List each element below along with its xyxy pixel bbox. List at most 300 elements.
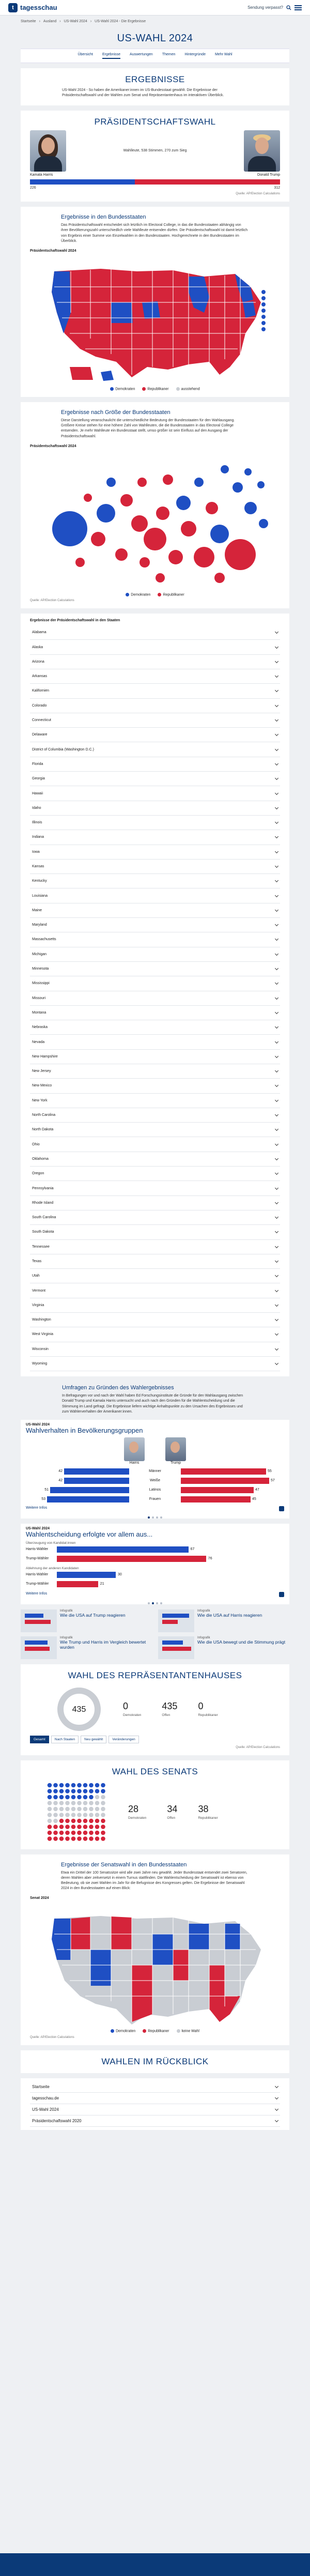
teaser-image xyxy=(158,1636,194,1659)
senate-seat xyxy=(59,1789,64,1793)
senate-seat xyxy=(95,1806,100,1811)
state-name: Minnesota xyxy=(32,967,49,971)
state-bubble[interactable] xyxy=(156,573,165,582)
chevron-down-icon xyxy=(275,1274,278,1277)
teaser-title[interactable]: Wie die USA bewegt und die Stimmung prägt xyxy=(197,1639,286,1645)
senate-seat xyxy=(71,1783,76,1787)
senate-seat xyxy=(65,1789,70,1793)
state-accordion-row[interactable] xyxy=(30,1064,280,1079)
senate-seat xyxy=(95,1795,100,1799)
slider2-group2: Ablehnung der anderen Kandidaten xyxy=(26,1566,79,1570)
state-accordion-row[interactable] xyxy=(30,1210,280,1225)
teaser-item[interactable]: Infografik Wie die USA auf Harris reagieren xyxy=(158,1609,289,1632)
state-name: Washington xyxy=(32,1318,51,1322)
reason-bar xyxy=(57,1581,98,1587)
senate-seat xyxy=(65,1806,70,1811)
state-accordion-row[interactable] xyxy=(30,1181,280,1195)
senate-seat xyxy=(95,1836,100,1841)
senate-seat xyxy=(48,1813,52,1817)
chevron-down-icon xyxy=(275,1054,278,1058)
top-bar xyxy=(0,0,310,16)
teaser-title[interactable]: Wie Trump und Harris im Vergleich bewertet wurden xyxy=(60,1639,146,1650)
state-accordion-row[interactable] xyxy=(30,1342,280,1357)
chevron-down-icon xyxy=(275,1040,278,1044)
senate-seat xyxy=(71,1813,76,1817)
source-note: Quelle: AP/Election Calculations xyxy=(236,1745,280,1749)
state-name: Oregon xyxy=(32,1172,44,1176)
state-accordion-row[interactable] xyxy=(30,932,280,947)
slider1-link[interactable]: Weitere Infos xyxy=(26,1506,48,1510)
state-name: Missouri xyxy=(32,996,46,1000)
teaser-item[interactable]: Infografik Wie Trump und Harris im Vergleich bewertet wurden xyxy=(21,1636,152,1659)
state-accordion-row[interactable] xyxy=(30,1196,280,1210)
subnav-item[interactable]: Themen xyxy=(162,53,176,56)
slider2-link[interactable]: Weitere Infos xyxy=(26,1591,48,1596)
state-accordion-row[interactable] xyxy=(30,684,280,698)
haus-card xyxy=(21,1664,289,1755)
subnav-item[interactable]: Mehr Wahl xyxy=(214,53,233,56)
state-accordion-row[interactable] xyxy=(30,845,280,860)
state-name: Rhode Island xyxy=(32,1201,54,1205)
state-bubble[interactable] xyxy=(176,496,191,510)
chevron-down-icon xyxy=(275,1113,278,1116)
legend-rep: Republikaner xyxy=(143,2029,169,2033)
senate-seat xyxy=(48,1824,52,1829)
map-legend xyxy=(30,387,280,391)
chevron-down-icon xyxy=(275,1245,278,1248)
senate-seat xyxy=(101,1813,105,1817)
praesident-title: PRÄSIDENTSCHAFTSWAHL xyxy=(94,117,216,127)
chevron-down-icon xyxy=(275,923,278,926)
group-label: Frauen xyxy=(149,1497,161,1501)
chevron-down-icon xyxy=(275,1347,278,1351)
harris-value: 51 xyxy=(44,1488,49,1492)
teaser-item[interactable]: Infografik Wie die USA auf Trump reagieren xyxy=(21,1609,152,1632)
logo-icon: t xyxy=(8,3,18,12)
chevron-down-icon xyxy=(275,1069,278,1072)
senate-seat xyxy=(95,1783,100,1787)
state-name: Maryland xyxy=(32,923,47,927)
senat-map-text: Etwa ein Drittel der 100 Senatssitze wird alle zwei Jahre neu gewählt. Jeder Bundesstaat entsendet zwei Senatoren, deren Wahlen aber zeitversetzt in einem Turnus stattfinden. Die Wahlentscheidung der Senatswahl ist ebenso von Bedeutung, ob sie zwei Wahlen im Jahr für die Befugnisse des Kongresses gelten. Die Ergebnisse der Senatswahl 2024 in den Bundesstaaten auf einen Blick: xyxy=(61,1870,247,1891)
teaser-item[interactable]: Infografik Wie die USA bewegt und die Stimmung prägt xyxy=(158,1636,289,1659)
state-accordion-row[interactable] xyxy=(30,860,280,874)
umfragen-block xyxy=(0,1382,310,1415)
senate-seat xyxy=(77,1836,82,1841)
tab-staaten[interactable]: Nach Staaten xyxy=(51,1736,79,1743)
state-bubble[interactable] xyxy=(115,548,128,561)
chevron-down-icon xyxy=(275,1215,278,1219)
breadcrumb-item[interactable]: Startseite xyxy=(21,20,36,23)
state-name: South Dakota xyxy=(32,1230,54,1234)
state-accordion-row[interactable] xyxy=(30,1327,280,1342)
state-name: Kalifornien xyxy=(32,689,50,693)
chevron-down-icon xyxy=(275,630,278,634)
state-accordion-row[interactable] xyxy=(30,1108,280,1123)
senate-dem-count: 28 Demokraten xyxy=(128,1804,147,1820)
chevron-down-icon xyxy=(275,1142,278,1146)
senate-seat xyxy=(59,1795,64,1799)
trump-value: 57 xyxy=(271,1479,275,1483)
state-accordion-row[interactable] xyxy=(30,801,280,816)
state-accordion-row[interactable] xyxy=(30,1167,280,1181)
harris-bar xyxy=(50,1487,129,1493)
senate-seat xyxy=(101,1783,105,1787)
state-accordion-row[interactable] xyxy=(30,991,280,1006)
state-accordion-row[interactable] xyxy=(30,1079,280,1093)
chevron-down-icon xyxy=(275,1171,278,1175)
state-accordion-row[interactable] xyxy=(30,786,280,801)
slider-dots[interactable] xyxy=(21,1516,289,1519)
umfragen-text: In Befragungen vor und nach der Wahl haben Ed Forschungsinstitute die Gründe für den Wahlausgang zwischen Donald Trump und Kamala Harris untersucht und auch nach den Gründen für die Wahlentscheidung und die Stimmung im Land gefragt. Die Ergebnisse liefern wichtige Anhaltspunkte zu den Ursachen des Ergebnisses und zum Wählerverhalten der Amerikaner:innen. xyxy=(62,1394,243,1414)
state-bubble[interactable] xyxy=(131,515,148,532)
slider2-title: Wahlentscheidung erfolgte vor allem aus... xyxy=(26,1530,153,1538)
state-name: Massachusetts xyxy=(32,938,56,942)
state-name: Wyoming xyxy=(32,1362,48,1366)
house-open-count: 435 Offen xyxy=(162,1701,178,1718)
group-bar-row xyxy=(26,1485,284,1495)
bubble-card xyxy=(21,402,289,608)
state-accordion-row[interactable] xyxy=(30,669,280,684)
source-note: Quelle: AP/Election Calculations xyxy=(30,2035,74,2039)
state-bubble[interactable] xyxy=(156,507,169,520)
senate-seat xyxy=(101,1795,105,1799)
breadcrumb: Startseite › Ausland › US-Wahl 2024 › US-Wahl 2024 - Die Ergebnisse xyxy=(21,20,146,23)
senate-seat xyxy=(95,1801,100,1805)
state-bubble[interactable] xyxy=(144,528,166,550)
harris-value: 42 xyxy=(58,1479,63,1483)
senate-seat xyxy=(65,1813,70,1817)
teaser-title[interactable]: Wie die USA auf Trump reagieren xyxy=(60,1612,126,1618)
state-bubble[interactable] xyxy=(259,519,268,528)
senate-seat xyxy=(53,1783,58,1787)
chevron-down-icon xyxy=(275,1186,278,1189)
chevron-down-icon xyxy=(275,1361,278,1365)
bubble-chart[interactable] xyxy=(34,451,276,591)
state-name: Iowa xyxy=(32,850,40,854)
reason-bar-row xyxy=(26,1580,284,1589)
state-name: Idaho xyxy=(32,806,41,810)
slider2-group1: Überzeugung von Kandidat:innen xyxy=(26,1541,76,1545)
state-accordion-row[interactable] xyxy=(30,1094,280,1108)
states-title: Ergebnisse der Präsidentschaftswahl in den Staaten xyxy=(30,619,120,623)
trump-bar xyxy=(181,1468,266,1475)
state-bubble[interactable] xyxy=(206,502,218,514)
state-accordion-row[interactable] xyxy=(30,1283,280,1298)
state-accordion-row[interactable] xyxy=(30,757,280,772)
state-bubble[interactable] xyxy=(225,539,256,570)
senate-seat xyxy=(95,1824,100,1829)
state-accordion-row[interactable] xyxy=(30,1020,280,1035)
state-accordion-row[interactable] xyxy=(30,1123,280,1137)
share-icon[interactable] xyxy=(279,1592,284,1597)
house-donut[interactable] xyxy=(56,1686,102,1732)
tab-veraenderungen[interactable]: Veränderungen xyxy=(109,1736,138,1743)
senate-seat xyxy=(48,1783,52,1787)
chevron-down-icon xyxy=(275,1259,278,1263)
state-name: Colorado xyxy=(32,703,47,708)
subnav-item[interactable]: Hintergründe xyxy=(184,53,206,56)
state-bubble[interactable] xyxy=(52,511,87,546)
trump-value: 47 xyxy=(255,1488,259,1492)
praesident-sub: Wahlleute, 538 Stimmen, 270 zum Sieg xyxy=(123,149,187,153)
senate-seat xyxy=(101,1836,105,1841)
state-accordion-row[interactable] xyxy=(30,728,280,742)
state-accordion-row[interactable] xyxy=(30,772,280,786)
senate-seat xyxy=(77,1806,82,1811)
state-bubble[interactable] xyxy=(75,558,85,567)
state-accordion-row[interactable] xyxy=(30,1050,280,1064)
state-name: New Jersey xyxy=(32,1069,51,1074)
trump-bar xyxy=(181,1487,254,1493)
us-senate-map[interactable] xyxy=(34,1903,276,2027)
page-title: US-WAHL 2024 xyxy=(117,33,193,44)
tab-neu[interactable]: Neu gewählt xyxy=(81,1736,106,1743)
state-bubble[interactable] xyxy=(140,557,150,568)
source-note: Quelle: AP/Election Calculations xyxy=(236,192,280,196)
slider-wahlverhalten xyxy=(21,1420,289,1519)
subnav-item-active[interactable]: Ergebnisse xyxy=(102,53,120,59)
state-bubble[interactable] xyxy=(244,502,257,514)
state-accordion-row[interactable] xyxy=(30,625,280,640)
senate-seat xyxy=(89,1806,94,1811)
chevron-down-icon xyxy=(275,952,278,956)
chevron-down-icon xyxy=(275,1332,278,1336)
state-accordion-row[interactable] xyxy=(30,1152,280,1167)
state-accordion-row[interactable] xyxy=(30,888,280,903)
legend-dem: Demokraten xyxy=(126,593,150,596)
state-accordion-row[interactable] xyxy=(30,816,280,830)
trump-photo xyxy=(165,1437,186,1461)
state-name: Michigan xyxy=(32,952,47,956)
state-name: Indiana xyxy=(32,835,44,839)
senate-seat xyxy=(59,1806,64,1811)
slider-wahlentscheidung xyxy=(21,1524,289,1604)
senate-seat xyxy=(83,1795,88,1799)
state-bubble[interactable] xyxy=(91,532,105,546)
senate-seat xyxy=(89,1795,94,1799)
source-note: Quelle: AP/Election Calculations xyxy=(30,599,74,603)
chevron-down-icon xyxy=(275,1098,278,1102)
umfragen-heading: Umfragen zu Gründen des Wahlergebnisses xyxy=(62,1385,174,1391)
state-accordion-row[interactable] xyxy=(30,976,280,991)
subnav-item[interactable]: Auswertungen xyxy=(130,53,153,56)
senate-seat xyxy=(95,1789,100,1793)
state-bubble[interactable] xyxy=(168,550,183,564)
senate-seat xyxy=(89,1801,94,1805)
slider-dots[interactable] xyxy=(21,1602,289,1604)
chevron-down-icon xyxy=(275,864,278,868)
state-accordion-row[interactable] xyxy=(30,1254,280,1269)
state-name: Arkansas xyxy=(32,674,48,679)
house-dem-count: 0 Demokraten xyxy=(123,1701,142,1718)
trump-photo xyxy=(244,130,280,172)
state-name: Kentucky xyxy=(32,879,47,883)
state-accordion-row[interactable] xyxy=(30,655,280,669)
state-accordion-row[interactable] xyxy=(30,1240,280,1254)
state-accordion-row[interactable] xyxy=(30,947,280,962)
reason-bar xyxy=(57,1556,206,1562)
list-item[interactable]: US-Wahl 2024 xyxy=(30,2104,280,2115)
state-name: Alaska xyxy=(32,645,43,649)
svg-text:435: 435 xyxy=(72,1705,86,1714)
trump-value: 55 xyxy=(268,1469,272,1474)
logo[interactable] xyxy=(8,3,57,12)
group-bar-row xyxy=(26,1495,284,1504)
harris-bar xyxy=(64,1478,129,1484)
state-accordion-row[interactable] xyxy=(30,1225,280,1239)
chevron-down-icon xyxy=(275,850,278,853)
rueckblick-title: WAHLEN IM RÜCKBLICK xyxy=(101,2056,209,2066)
senate-seat-numbers xyxy=(128,1804,218,1820)
chevron-down-icon xyxy=(275,894,278,897)
state-bubble[interactable] xyxy=(244,468,252,476)
senat-map-heading: Ergebnisse der Senatswahl in den Bundesstaaten xyxy=(61,1861,187,1868)
state-name: North Carolina xyxy=(32,1113,56,1117)
list-item[interactable]: Präsidentschaftswahl 2020 xyxy=(30,2115,280,2127)
state-accordion-row[interactable] xyxy=(30,1006,280,1020)
state-accordion-row[interactable] xyxy=(30,918,280,932)
state-name: Georgia xyxy=(32,777,45,781)
state-name: Delaware xyxy=(32,733,48,737)
teaser-grid xyxy=(21,1609,289,1659)
reason-bar-row xyxy=(26,1545,284,1554)
state-bubble[interactable] xyxy=(194,547,214,568)
state-bubble[interactable] xyxy=(84,494,92,502)
senate-seat xyxy=(53,1795,58,1799)
state-accordion-row[interactable] xyxy=(30,1269,280,1283)
breadcrumb-item[interactable]: Ausland xyxy=(43,20,57,23)
senate-seat xyxy=(83,1813,88,1817)
senat-map-card xyxy=(21,1854,289,2045)
senate-seat xyxy=(48,1830,52,1835)
state-name: Vermont xyxy=(32,1289,46,1293)
footer xyxy=(0,2553,310,2576)
trump-name: Trump xyxy=(171,1461,181,1465)
state-accordion-row[interactable] xyxy=(30,699,280,713)
senate-seat xyxy=(89,1836,94,1841)
state-bubble[interactable] xyxy=(163,474,173,485)
slider1-kicker: US-Wahl 2024 xyxy=(26,1422,50,1427)
states-card xyxy=(21,614,289,1376)
subnav xyxy=(21,49,289,63)
teaser-image xyxy=(21,1609,57,1632)
state-bubble[interactable] xyxy=(106,478,116,487)
senate-seat xyxy=(71,1836,76,1841)
chevron-down-icon xyxy=(275,1010,278,1014)
state-accordion-row[interactable] xyxy=(30,1035,280,1049)
state-name: South Carolina xyxy=(32,1216,56,1220)
state-bubble[interactable] xyxy=(120,494,133,507)
chevron-down-icon xyxy=(275,674,278,678)
chevron-down-icon xyxy=(275,2084,278,2088)
list-item[interactable]: tagesschau.de xyxy=(30,2093,280,2104)
map-text: Das Präsidentschaftswahl entscheidet sich letztlich im Electoral College, in das die Bundesstaaten abhängig von ihrer Bevölkerungszahl unterschiedlich viele Wahlleute entsenden dürfen. Die Präsidentschaftswahl ist damit letztlich von Ergebnis einer Summe von Einzelwahlen in den Bundesstaaten. Hochgerechnete in den Bundesstaaten im Überblick. xyxy=(61,223,248,243)
subnav-item[interactable]: Übersicht xyxy=(78,53,94,56)
state-name: Florida xyxy=(32,762,43,766)
state-accordion-row[interactable] xyxy=(30,830,280,845)
state-accordion-row[interactable] xyxy=(30,742,280,757)
teaser-title[interactable]: Wie die USA auf Harris reagieren xyxy=(197,1612,262,1618)
state-name: Hawaii xyxy=(32,791,43,795)
senate-seat xyxy=(65,1836,70,1841)
state-accordion-row[interactable] xyxy=(30,903,280,918)
state-accordion-row[interactable] xyxy=(30,874,280,888)
tab-gesamt[interactable]: Gesamt xyxy=(30,1736,49,1743)
senate-seat xyxy=(83,1801,88,1805)
senate-seat xyxy=(65,1824,70,1829)
state-accordion-row[interactable] xyxy=(30,1137,280,1152)
senate-seat xyxy=(77,1789,82,1793)
harris-value: 42 xyxy=(58,1469,63,1474)
group-label: Männer xyxy=(149,1469,161,1474)
state-bubble[interactable] xyxy=(194,478,204,487)
state-bubble[interactable] xyxy=(221,465,229,473)
senate-seat xyxy=(65,1783,70,1787)
state-bubble[interactable] xyxy=(210,525,229,543)
share-icon[interactable] xyxy=(279,1506,284,1511)
search-icon[interactable] xyxy=(286,5,291,10)
us-results-map[interactable] xyxy=(34,256,276,385)
senate-seat xyxy=(71,1824,76,1829)
state-accordion-row[interactable] xyxy=(30,962,280,976)
reason-value: 21 xyxy=(100,1582,104,1586)
senate-seat xyxy=(89,1818,94,1823)
list-item[interactable]: Startseite xyxy=(30,2081,280,2093)
chevron-down-icon xyxy=(275,776,278,780)
state-accordion-row[interactable] xyxy=(30,1313,280,1327)
small-state-markers xyxy=(261,290,266,331)
state-name: New Mexico xyxy=(32,1084,52,1088)
state-bubble[interactable] xyxy=(214,573,225,583)
state-accordion-row[interactable] xyxy=(30,713,280,728)
senate-seat xyxy=(59,1801,64,1805)
state-bubble[interactable] xyxy=(257,481,265,488)
senate-seat xyxy=(71,1830,76,1835)
state-name: North Dakota xyxy=(32,1128,54,1132)
state-bubble[interactable] xyxy=(97,504,115,523)
senate-seat xyxy=(71,1801,76,1805)
state-accordion-row[interactable] xyxy=(30,1298,280,1313)
senate-seat xyxy=(101,1824,105,1829)
state-bubble[interactable] xyxy=(181,521,196,536)
state-name: Montana xyxy=(32,1010,47,1015)
senate-seat-grid[interactable] xyxy=(45,1781,107,1843)
harris-electors: 226 xyxy=(30,186,36,190)
state-name: Utah xyxy=(32,1274,40,1278)
senate-seat xyxy=(48,1789,52,1793)
teaser-image xyxy=(158,1609,194,1632)
chevron-down-icon xyxy=(275,645,278,648)
group-bar-row xyxy=(26,1467,284,1476)
legend-dem: Demokraten xyxy=(110,387,135,391)
senate-seat xyxy=(77,1830,82,1835)
missed-show-link[interactable]: Sendung verpasst? xyxy=(247,5,283,10)
state-accordion-row[interactable] xyxy=(30,1357,280,1371)
senate-seat xyxy=(89,1789,94,1793)
state-bubble[interactable] xyxy=(233,482,243,493)
menu-icon[interactable] xyxy=(295,5,302,10)
chevron-down-icon xyxy=(275,1083,278,1087)
chevron-down-icon xyxy=(275,703,278,707)
state-accordion-row[interactable] xyxy=(30,640,280,654)
state-bubble[interactable] xyxy=(137,478,147,487)
senate-seat xyxy=(53,1801,58,1805)
breadcrumb-item[interactable]: US-Wahl 2024 xyxy=(64,20,87,23)
voter-group: Harris-Wähler xyxy=(26,1573,49,1577)
group-label: Latinos xyxy=(149,1488,161,1492)
chevron-down-icon xyxy=(275,1317,278,1321)
senate-seat xyxy=(77,1824,82,1829)
